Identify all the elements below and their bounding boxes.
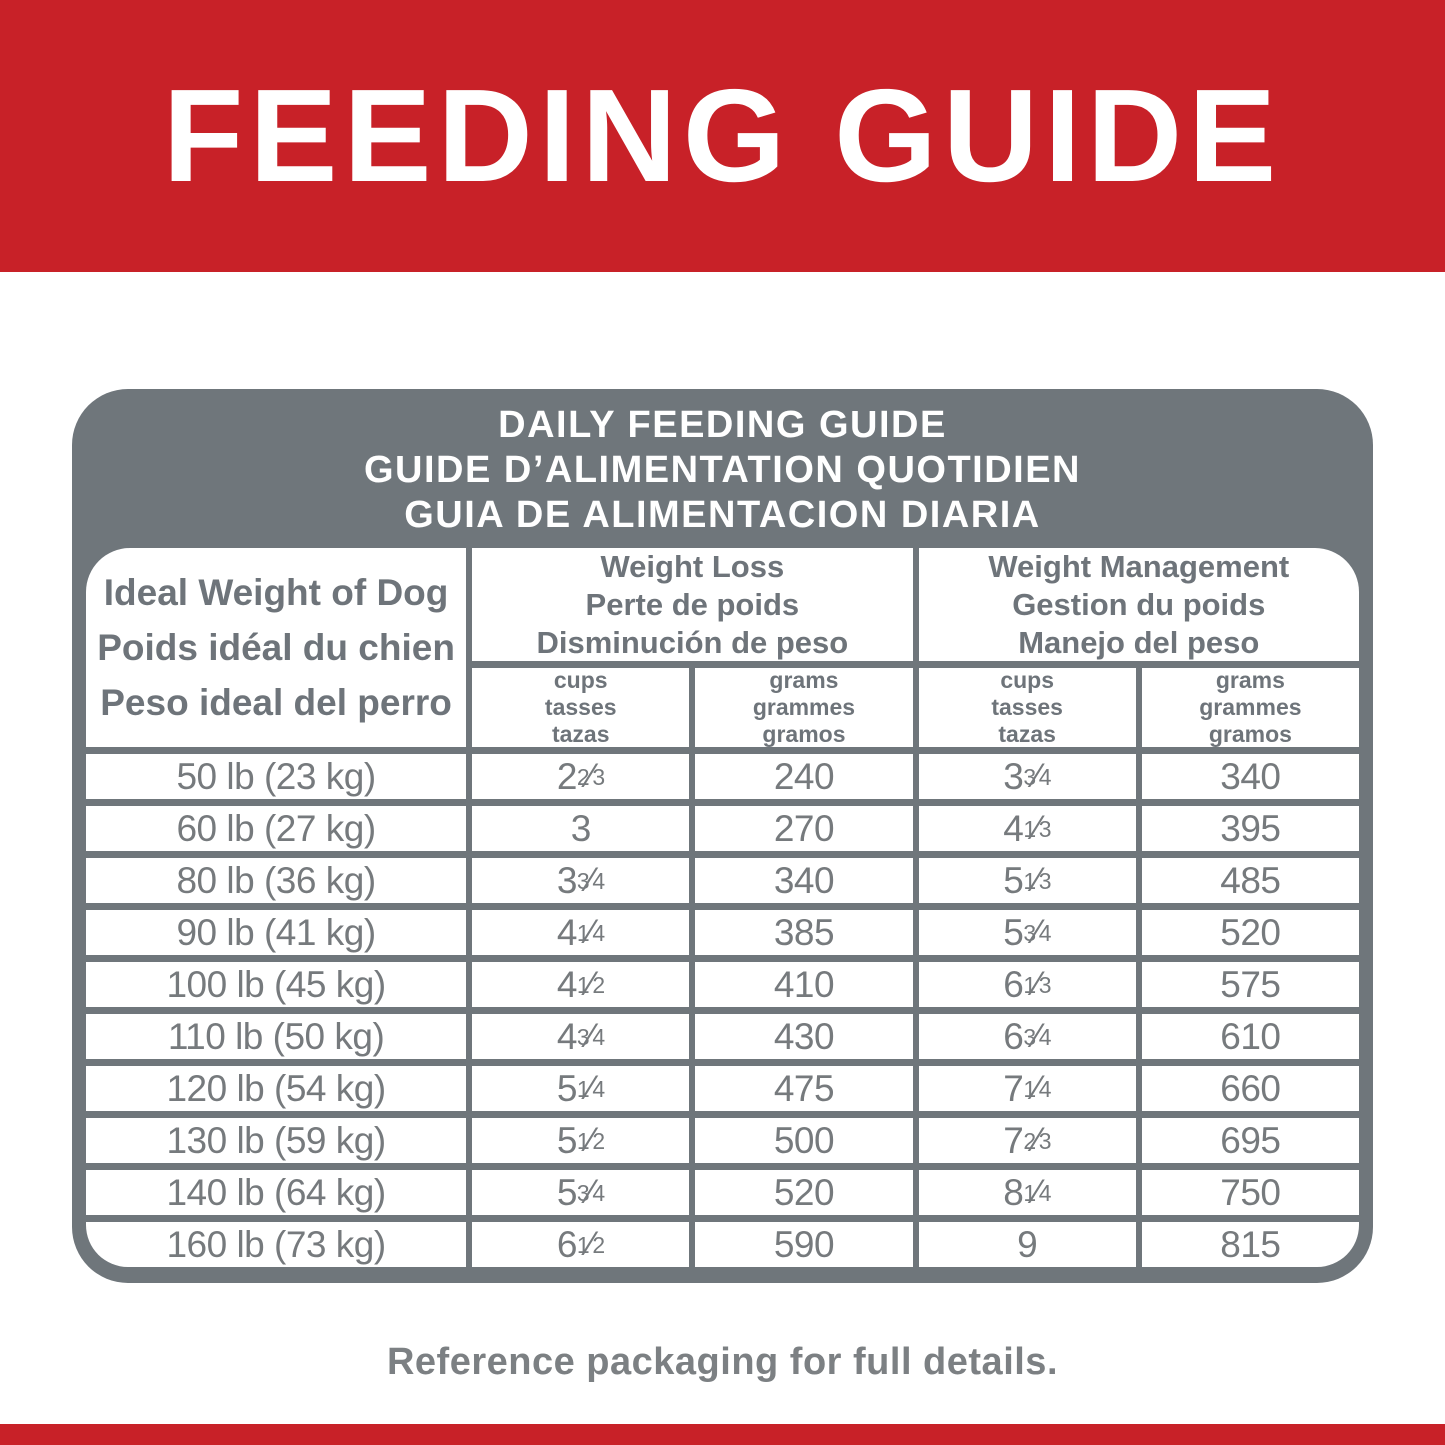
table-row <box>86 1014 1359 1059</box>
cell-weight: 160 lb (73 kg) <box>86 1222 466 1267</box>
unit-cups-fr: tasses <box>991 694 1063 720</box>
cell-weight: 80 lb (36 kg) <box>86 858 466 903</box>
cell-wm-cups: 7 1 ⁄ 4 <box>919 1066 1136 1111</box>
header-ideal-weight-fr: Poids idéal du chien <box>97 627 455 668</box>
cell-wm-grams: 660 <box>1142 1066 1359 1111</box>
cell-wm-cups: 3 3 ⁄ 4 <box>919 754 1136 799</box>
header-weight-loss <box>472 548 912 661</box>
cell-weight: 130 lb (59 kg) <box>86 1118 466 1163</box>
table-row <box>86 1066 1359 1111</box>
cell-weight: 100 lb (45 kg) <box>86 962 466 1007</box>
table-title-es: GUIA DE ALIMENTACION DIARIA <box>404 494 1041 536</box>
table-row <box>86 910 1359 955</box>
header-wl-cups <box>472 668 689 747</box>
cell-wm-grams: 340 <box>1142 754 1359 799</box>
cell-wm-grams: 610 <box>1142 1014 1359 1059</box>
header-banner <box>0 0 1445 272</box>
cell-wl-grams: 270 <box>695 806 912 851</box>
cell-wm-grams: 815 <box>1142 1222 1359 1267</box>
unit-cups-en: cups <box>1000 667 1055 693</box>
cell-wm-grams: 750 <box>1142 1170 1359 1215</box>
unit-grams-en: grams <box>1215 667 1285 693</box>
unit-grams-fr: grammes <box>752 694 856 720</box>
table-row <box>86 1222 1359 1267</box>
cell-wl-cups: 4 1 ⁄ 4 <box>472 910 689 955</box>
cell-weight: 90 lb (41 kg) <box>86 910 466 955</box>
table-row <box>86 1170 1359 1215</box>
table-row <box>86 858 1359 903</box>
cell-weight: 110 lb (50 kg) <box>86 1014 466 1059</box>
cell-wl-grams: 340 <box>695 858 912 903</box>
unit-grams-es: gramos <box>1208 721 1292 747</box>
bottom-red-strip <box>0 1424 1445 1445</box>
cell-wl-grams: 385 <box>695 910 912 955</box>
cell-wm-cups: 4 1 ⁄ 3 <box>919 806 1136 851</box>
cell-wm-cups: 5 1 ⁄ 3 <box>919 858 1136 903</box>
cell-weight: 140 lb (64 kg) <box>86 1170 466 1215</box>
cell-wl-cups: 5 1 ⁄ 4 <box>472 1066 689 1111</box>
header-wm-cups <box>919 668 1136 747</box>
table-title <box>86 395 1359 548</box>
header-weight-loss-en: Weight Loss <box>600 548 785 584</box>
header-ideal-weight-es: Peso ideal del perro <box>100 682 452 723</box>
cell-wl-grams: 410 <box>695 962 912 1007</box>
cell-wm-grams: 395 <box>1142 806 1359 851</box>
cell-weight: 60 lb (27 kg) <box>86 806 466 851</box>
cell-wl-grams: 590 <box>695 1222 912 1267</box>
cell-wm-grams: 695 <box>1142 1118 1359 1163</box>
header-wl-grams <box>695 668 912 747</box>
header-ideal-weight-en: Ideal Weight of Dog <box>103 572 449 613</box>
unit-cups-fr: tasses <box>544 694 617 720</box>
cell-wl-cups: 2 2 ⁄ 3 <box>472 754 689 799</box>
table-row <box>86 806 1359 851</box>
header-wm-grams <box>1142 668 1359 747</box>
cell-wm-cups: 5 3 ⁄ 4 <box>919 910 1136 955</box>
cell-wm-cups: 9 <box>919 1222 1136 1267</box>
cell-wl-cups: 4 1 ⁄ 2 <box>472 962 689 1007</box>
unit-cups-es: tazas <box>998 721 1056 747</box>
header-weight-loss-fr: Perte de poids <box>585 586 800 622</box>
table-row <box>86 962 1359 1007</box>
cell-wm-cups: 6 3 ⁄ 4 <box>919 1014 1136 1059</box>
unit-cups-en: cups <box>553 667 608 693</box>
cell-wm-cups: 6 1 ⁄ 3 <box>919 962 1136 1007</box>
unit-grams-fr: grammes <box>1199 694 1302 720</box>
header-weight-management-es: Manejo del peso <box>1018 624 1260 660</box>
cell-wl-grams: 430 <box>695 1014 912 1059</box>
table-header <box>86 548 1359 747</box>
cell-wm-grams: 575 <box>1142 962 1359 1007</box>
cell-wm-grams: 485 <box>1142 858 1359 903</box>
cell-wl-cups: 4 3 ⁄ 4 <box>472 1014 689 1059</box>
footer-note: Reference packaging for full details. <box>386 1341 1058 1383</box>
cell-wl-grams: 520 <box>695 1170 912 1215</box>
daily-feeding-guide-panel <box>72 389 1373 1283</box>
cell-wl-cups: 6 1 ⁄ 2 <box>472 1222 689 1267</box>
table-row <box>86 1118 1359 1163</box>
unit-grams-es: gramos <box>762 721 846 747</box>
header-weight-loss-es: Disminución de peso <box>536 624 849 660</box>
cell-wl-cups: 3 <box>472 806 689 851</box>
cell-wl-grams: 500 <box>695 1118 912 1163</box>
page-title: FEEDING GUIDE <box>162 62 1283 209</box>
table-title-fr: GUIDE D’ALIMENTATION QUOTIDIEN <box>363 449 1081 491</box>
header-ideal-weight <box>86 548 466 747</box>
unit-cups-es: tazas <box>551 721 610 747</box>
cell-weight: 120 lb (54 kg) <box>86 1066 466 1111</box>
cell-wl-grams: 475 <box>695 1066 912 1111</box>
table-title-en: DAILY FEEDING GUIDE <box>498 404 947 446</box>
unit-grams-en: grams <box>769 667 839 693</box>
cell-wm-cups: 8 1 ⁄ 4 <box>919 1170 1136 1215</box>
cell-wm-grams: 520 <box>1142 910 1359 955</box>
cell-wl-cups: 5 3 ⁄ 4 <box>472 1170 689 1215</box>
cell-wl-cups: 5 1 ⁄ 2 <box>472 1118 689 1163</box>
header-weight-management-fr: Gestion du poids <box>1012 586 1266 622</box>
cell-wl-grams: 240 <box>695 754 912 799</box>
table-row <box>86 754 1359 799</box>
cell-weight: 50 lb (23 kg) <box>86 754 466 799</box>
table-body <box>86 754 1359 1267</box>
header-weight-management-en: Weight Management <box>988 548 1290 584</box>
header-weight-management <box>919 548 1359 661</box>
cell-wl-cups: 3 3 ⁄ 4 <box>472 858 689 903</box>
cell-wm-cups: 7 2 ⁄ 3 <box>919 1118 1136 1163</box>
